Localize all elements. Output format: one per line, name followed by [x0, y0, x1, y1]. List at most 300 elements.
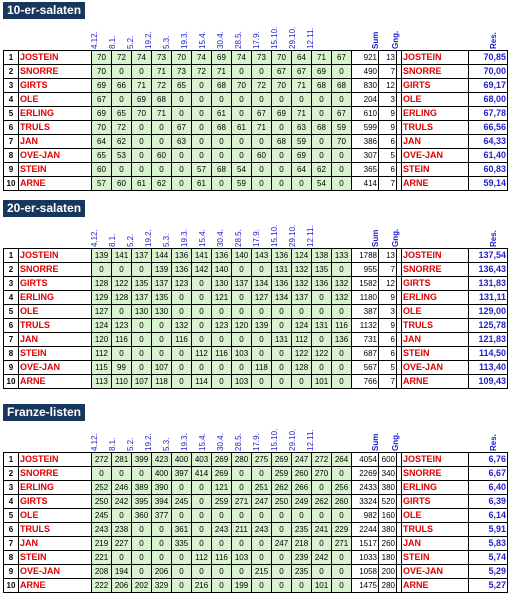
- column-header-date: 12.11.: [306, 27, 315, 49]
- score-cell: 132: [292, 263, 312, 277]
- score-cell: 62: [312, 163, 332, 177]
- score-cell: 71: [152, 65, 172, 79]
- column-header-sum: Sum: [371, 229, 380, 247]
- gng-cell: 5: [379, 149, 397, 163]
- sum-cell: 1058: [352, 565, 379, 579]
- score-cell: 68: [272, 135, 292, 149]
- column-header-date: 15.10.: [270, 428, 279, 451]
- gng-cell: 3: [379, 305, 397, 319]
- score-cell: 139: [152, 263, 172, 277]
- player-name: ARNE: [19, 177, 92, 191]
- score-cell: 252: [92, 481, 112, 495]
- column-header-gng: Gng.: [391, 228, 400, 247]
- score-cell: 0: [292, 177, 312, 191]
- score-cell: 60: [112, 177, 132, 191]
- rank-cell: 2: [4, 467, 19, 481]
- score-cell: 211: [232, 523, 252, 537]
- rank-cell: 2: [4, 65, 19, 79]
- result-value: 61,40: [469, 149, 508, 163]
- score-cell: 0: [232, 65, 252, 79]
- score-cell: 0: [332, 65, 352, 79]
- score-cell: 137: [292, 291, 312, 305]
- sum-cell: 4054: [352, 453, 379, 467]
- score-cell: 59: [332, 121, 352, 135]
- score-cell: 0: [312, 291, 332, 305]
- score-cell: 0: [132, 537, 152, 551]
- score-cell: 123: [112, 319, 132, 333]
- result-value: 131,83: [469, 277, 508, 291]
- player-name: ERLING: [19, 481, 92, 495]
- result-value: 6,14: [469, 509, 508, 523]
- score-cell: 128: [112, 291, 132, 305]
- gng-cell: 9: [379, 107, 397, 121]
- gng-cell: 180: [379, 551, 397, 565]
- gng-cell: 7: [379, 263, 397, 277]
- column-header-gng: Gng.: [391, 432, 400, 451]
- score-cell: 394: [152, 495, 172, 509]
- score-cell: 0: [252, 135, 272, 149]
- table-row: [4, 509, 508, 523]
- score-cell: 70: [92, 121, 112, 135]
- score-cell: 271: [332, 537, 352, 551]
- score-cell: 0: [312, 537, 332, 551]
- score-cell: 139: [92, 249, 112, 263]
- score-cell: 0: [252, 93, 272, 107]
- score-cell: 112: [192, 551, 212, 565]
- score-cell: 247: [292, 453, 312, 467]
- result-player-name: SNORRE: [402, 263, 469, 277]
- gng-cell: 280: [379, 579, 397, 593]
- rank-cell: 6: [4, 121, 19, 135]
- score-cell: 0: [272, 149, 292, 163]
- player-name: OVE-JAN: [19, 565, 92, 579]
- score-cell: 0: [232, 93, 252, 107]
- gng-cell: 6: [379, 333, 397, 347]
- result-value: 131,11: [469, 291, 508, 305]
- sum-cell: 599: [352, 121, 379, 135]
- score-cell: 110: [112, 375, 132, 389]
- score-cell: 73: [172, 65, 192, 79]
- sum-cell: 414: [352, 177, 379, 191]
- gng-cell: 12: [379, 277, 397, 291]
- column-header-row: [0, 218, 526, 247]
- result-value: 6,67: [469, 467, 508, 481]
- score-cell: 218: [292, 537, 312, 551]
- score-cell: 67: [332, 107, 352, 121]
- score-cell: 0: [152, 333, 172, 347]
- score-cell: 65: [92, 149, 112, 163]
- score-cell: 0: [312, 333, 332, 347]
- score-cell: 0: [192, 333, 212, 347]
- score-cell: 0: [212, 509, 232, 523]
- result-value: 64,33: [469, 135, 508, 149]
- column-header-date: 29.10.: [288, 224, 297, 247]
- score-cell: 71: [292, 107, 312, 121]
- score-cell: 0: [192, 509, 212, 523]
- result-player-name: TRULS: [402, 319, 469, 333]
- rank-cell: 2: [4, 263, 19, 277]
- gng-cell: 6: [379, 135, 397, 149]
- score-cell: 59: [292, 135, 312, 149]
- column-header-date: 8.1.: [108, 35, 117, 49]
- gng-cell: 5: [379, 361, 397, 375]
- score-cell: 0: [172, 551, 192, 565]
- score-cell: 250: [272, 495, 292, 509]
- score-cell: 0: [132, 319, 152, 333]
- result-player-name: ERLING: [402, 481, 469, 495]
- section-20er: [0, 200, 526, 390]
- score-cell: 262: [312, 495, 332, 509]
- score-cell: 70: [272, 51, 292, 65]
- table-row: [4, 263, 508, 277]
- result-player-name: GIRTS: [402, 79, 469, 93]
- result-player-name: OVE-JAN: [402, 361, 469, 375]
- rank-cell: 5: [4, 509, 19, 523]
- result-player-name: STEIN: [402, 551, 469, 565]
- player-name: TRULS: [19, 523, 92, 537]
- score-cell: 250: [92, 495, 112, 509]
- score-cell: 0: [132, 551, 152, 565]
- column-header-date: 19.3.: [180, 31, 189, 49]
- score-cell: 0: [312, 509, 332, 523]
- score-cell: 0: [192, 93, 212, 107]
- score-cell: 0: [232, 565, 252, 579]
- score-cell: 0: [112, 65, 132, 79]
- score-cell: 245: [172, 495, 192, 509]
- score-cell: 112: [292, 333, 312, 347]
- score-cell: 121: [212, 291, 232, 305]
- score-cell: 0: [232, 107, 252, 121]
- result-value: 5,83: [469, 537, 508, 551]
- result-value: 5,74: [469, 551, 508, 565]
- section-title: 10-er-salaten: [3, 2, 85, 19]
- score-cell: 0: [252, 305, 272, 319]
- score-cell: 0: [132, 149, 152, 163]
- score-cell: 0: [172, 509, 192, 523]
- result-player-name: SNORRE: [402, 65, 469, 79]
- score-cell: 271: [232, 495, 252, 509]
- gng-cell: 9: [379, 121, 397, 135]
- score-cell: 64: [292, 51, 312, 65]
- score-cell: 246: [112, 481, 132, 495]
- score-cell: 239: [292, 551, 312, 565]
- score-cell: 67: [92, 93, 112, 107]
- score-cell: 262: [272, 481, 292, 495]
- player-name: GIRTS: [19, 495, 92, 509]
- score-cell: 60: [252, 149, 272, 163]
- score-cell: 0: [192, 135, 212, 149]
- score-cell: 133: [332, 249, 352, 263]
- column-header-date: 30.4.: [216, 433, 225, 451]
- score-cell: 63: [172, 135, 192, 149]
- score-cell: 69: [292, 149, 312, 163]
- score-cell: 400: [152, 467, 172, 481]
- score-cell: 0: [132, 65, 152, 79]
- score-cell: 0: [332, 347, 352, 361]
- score-cell: 335: [172, 537, 192, 551]
- sum-cell: 1788: [352, 249, 379, 263]
- result-player-name: JOSTEIN: [402, 249, 469, 263]
- score-cell: 0: [272, 361, 292, 375]
- score-cell: 136: [312, 277, 332, 291]
- score-cell: 138: [312, 249, 332, 263]
- score-cell: 69: [132, 93, 152, 107]
- table-row: [4, 163, 508, 177]
- score-cell: 0: [112, 93, 132, 107]
- player-name: OLE: [19, 93, 92, 107]
- sum-cell: 982: [352, 509, 379, 523]
- score-cell: 249: [292, 495, 312, 509]
- score-cell: 60: [92, 163, 112, 177]
- score-cell: 136: [332, 333, 352, 347]
- column-header-date: 5.3.: [162, 437, 171, 451]
- player-name: TRULS: [19, 121, 92, 135]
- score-cell: 0: [272, 565, 292, 579]
- score-cell: 221: [92, 551, 112, 565]
- column-header-date: 17.9.: [252, 229, 261, 247]
- score-cell: 69: [92, 79, 112, 93]
- result-player-name: OLE: [402, 305, 469, 319]
- score-cell: 71: [132, 79, 152, 93]
- score-cell: 0: [252, 579, 272, 593]
- player-name: TRULS: [19, 319, 92, 333]
- result-value: 6,40: [469, 481, 508, 495]
- score-cell: 264: [332, 453, 352, 467]
- score-cell: 141: [112, 249, 132, 263]
- section-title: Franze-listen: [3, 404, 85, 421]
- score-cell: 269: [212, 467, 232, 481]
- score-cell: 0: [212, 537, 232, 551]
- score-cell: 74: [132, 51, 152, 65]
- score-cell: 64: [292, 163, 312, 177]
- score-cell: 229: [332, 523, 352, 537]
- score-cell: 0: [272, 177, 292, 191]
- score-cell: 329: [152, 579, 172, 593]
- score-cell: 71: [212, 65, 232, 79]
- score-cell: 0: [292, 509, 312, 523]
- sum-cell: 687: [352, 347, 379, 361]
- score-cell: 116: [172, 333, 192, 347]
- score-cell: 69: [272, 107, 292, 121]
- rank-cell: 9: [4, 361, 19, 375]
- result-value: 109,43: [469, 375, 508, 389]
- sum-cell: 387: [352, 305, 379, 319]
- score-cell: 131: [272, 333, 292, 347]
- result-player-name: TRULS: [402, 121, 469, 135]
- score-cell: 0: [212, 177, 232, 191]
- column-header-date: 19.2.: [144, 31, 153, 49]
- score-cell: 0: [272, 163, 292, 177]
- rank-cell: 5: [4, 305, 19, 319]
- score-cell: 0: [252, 347, 272, 361]
- score-cell: 235: [292, 523, 312, 537]
- score-cell: 269: [272, 453, 292, 467]
- rank-cell: 8: [4, 551, 19, 565]
- score-cell: 0: [212, 361, 232, 375]
- score-cell: 142: [192, 263, 212, 277]
- sum-cell: 955: [352, 263, 379, 277]
- score-cell: 0: [272, 121, 292, 135]
- score-cell: 54: [312, 177, 332, 191]
- score-cell: 206: [152, 565, 172, 579]
- score-cell: 68: [332, 79, 352, 93]
- result-value: 6,76: [469, 453, 508, 467]
- result-player-name: OLE: [402, 93, 469, 107]
- score-cell: 67: [292, 65, 312, 79]
- score-cell: 0: [152, 551, 172, 565]
- score-cell: 71: [292, 79, 312, 93]
- score-cell: 0: [212, 305, 232, 319]
- score-cell: 118: [152, 375, 172, 389]
- result-value: 70,85: [469, 51, 508, 65]
- score-cell: 243: [212, 523, 232, 537]
- score-cell: 0: [232, 333, 252, 347]
- player-name: OVE-JAN: [19, 361, 92, 375]
- column-header-sum: Sum: [371, 433, 380, 451]
- score-cell: 0: [192, 565, 212, 579]
- score-cell: 124: [292, 319, 312, 333]
- rank-cell: 8: [4, 347, 19, 361]
- table-row: [4, 333, 508, 347]
- column-header-res: Res.: [489, 32, 498, 49]
- score-cell: 0: [332, 177, 352, 191]
- score-cell: 194: [112, 565, 132, 579]
- result-value: 5,29: [469, 565, 508, 579]
- sum-cell: 2269: [352, 467, 379, 481]
- sum-cell: 3324: [352, 495, 379, 509]
- rank-cell: 1: [4, 453, 19, 467]
- player-name: STEIN: [19, 347, 92, 361]
- rank-cell: 3: [4, 481, 19, 495]
- table-row: [4, 495, 508, 509]
- table-row: [4, 93, 508, 107]
- column-header-date: 5.3.: [162, 233, 171, 247]
- rank-cell: 4: [4, 495, 19, 509]
- score-cell: 53: [112, 149, 132, 163]
- column-header-row: [0, 422, 526, 451]
- result-player-name: TRULS: [402, 523, 469, 537]
- score-cell: 0: [332, 263, 352, 277]
- score-cell: 0: [252, 551, 272, 565]
- gng-cell: 13: [379, 249, 397, 263]
- score-cell: 130: [132, 305, 152, 319]
- gng-cell: 160: [379, 509, 397, 523]
- table-row: [4, 453, 508, 467]
- score-cell: 0: [112, 467, 132, 481]
- sum-cell: 490: [352, 65, 379, 79]
- table-row: [4, 579, 508, 593]
- score-cell: 0: [132, 121, 152, 135]
- result-value: 70,00: [469, 65, 508, 79]
- score-cell: 0: [312, 305, 332, 319]
- column-header-date: 17.9.: [252, 31, 261, 49]
- score-cell: 0: [192, 277, 212, 291]
- table-row: [4, 121, 508, 135]
- result-player-name: OVE-JAN: [402, 565, 469, 579]
- result-player-name: JAN: [402, 135, 469, 149]
- column-header-date: 5.2.: [126, 35, 135, 49]
- result-player-name: SNORRE: [402, 467, 469, 481]
- column-header-res: Res.: [489, 230, 498, 247]
- column-header-date: 30.4.: [216, 229, 225, 247]
- score-cell: 57: [192, 163, 212, 177]
- score-cell: 0: [292, 375, 312, 389]
- score-table: [3, 452, 508, 593]
- rank-cell: 10: [4, 579, 19, 593]
- score-cell: 0: [132, 163, 152, 177]
- gng-cell: 9: [379, 319, 397, 333]
- score-cell: 62: [152, 177, 172, 191]
- score-cell: 272: [312, 453, 332, 467]
- column-header-date: 4.12.: [90, 433, 99, 451]
- result-player-name: ARNE: [402, 579, 469, 593]
- gng-cell: 6: [379, 347, 397, 361]
- score-cell: 0: [152, 121, 172, 135]
- table-row: [4, 551, 508, 565]
- sum-cell: 1132: [352, 319, 379, 333]
- score-cell: 0: [232, 481, 252, 495]
- score-cell: 0: [172, 361, 192, 375]
- score-cell: 135: [132, 277, 152, 291]
- score-cell: 0: [132, 361, 152, 375]
- score-cell: 245: [92, 509, 112, 523]
- score-cell: 390: [152, 481, 172, 495]
- score-cell: 70: [92, 65, 112, 79]
- column-header-date: 15.4.: [198, 229, 207, 247]
- score-cell: 0: [272, 347, 292, 361]
- score-cell: 70: [332, 135, 352, 149]
- score-cell: 67: [172, 121, 192, 135]
- score-cell: 0: [152, 523, 172, 537]
- sum-cell: 386: [352, 135, 379, 149]
- rank-cell: 4: [4, 93, 19, 107]
- score-cell: 68: [212, 163, 232, 177]
- score-cell: 107: [132, 375, 152, 389]
- score-cell: 0: [112, 263, 132, 277]
- rank-cell: 6: [4, 319, 19, 333]
- result-value: 68,00: [469, 93, 508, 107]
- score-table: [3, 248, 508, 389]
- sum-cell: 766: [352, 375, 379, 389]
- score-cell: 0: [192, 319, 212, 333]
- player-name: STEIN: [19, 551, 92, 565]
- score-cell: 0: [172, 149, 192, 163]
- score-cell: 360: [132, 509, 152, 523]
- score-cell: 272: [92, 453, 112, 467]
- score-cell: 67: [272, 65, 292, 79]
- score-cell: 270: [312, 467, 332, 481]
- score-cell: 377: [152, 509, 172, 523]
- score-cell: 0: [172, 305, 192, 319]
- table-row: [4, 51, 508, 65]
- score-cell: 140: [232, 249, 252, 263]
- score-cell: 219: [92, 537, 112, 551]
- table-row: [4, 375, 508, 389]
- score-cell: 242: [312, 551, 332, 565]
- score-cell: 101: [312, 375, 332, 389]
- score-cell: 0: [252, 537, 272, 551]
- score-cell: 0: [332, 565, 352, 579]
- score-cell: 0: [192, 495, 212, 509]
- score-cell: 397: [172, 467, 192, 481]
- score-cell: 74: [232, 51, 252, 65]
- score-cell: 0: [272, 579, 292, 593]
- score-cell: 122: [292, 347, 312, 361]
- score-cell: 122: [312, 347, 332, 361]
- score-cell: 0: [92, 263, 112, 277]
- score-cell: 269: [212, 453, 232, 467]
- table-row: [4, 361, 508, 375]
